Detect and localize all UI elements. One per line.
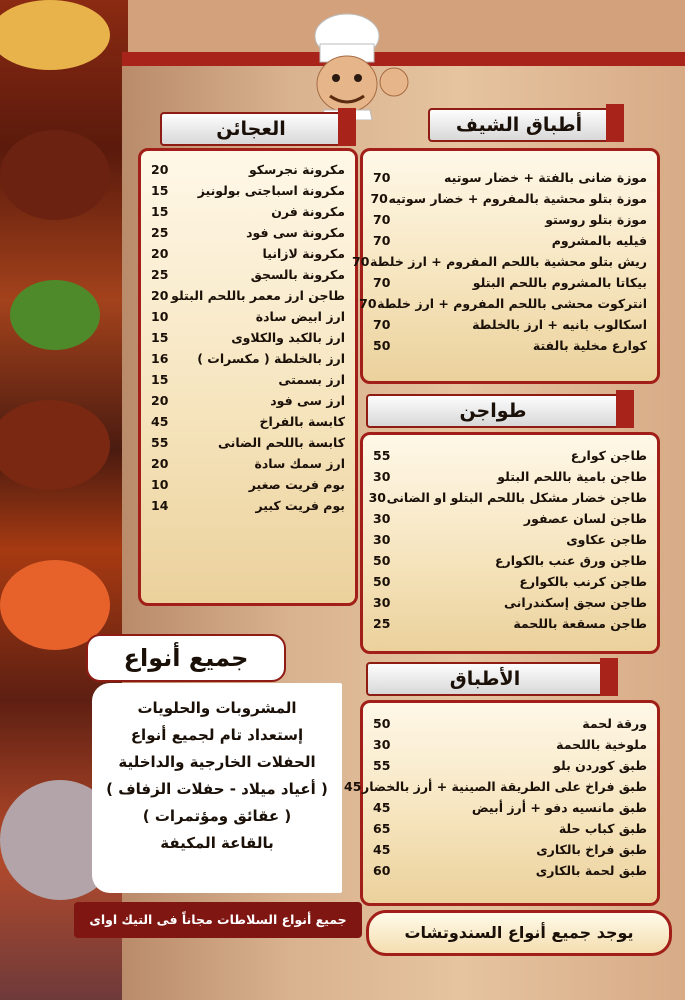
menu-item-price: 15	[151, 372, 169, 387]
menu-item-name: موزة ضانى بالفتة + خضار سوتيه	[444, 170, 647, 185]
menu-item-price: 15	[151, 330, 169, 345]
menu-item-price: 25	[151, 225, 169, 240]
chef-dish-item	[363, 314, 657, 335]
chef-dish-item	[363, 335, 657, 356]
chef-mascot-icon	[282, 12, 432, 120]
promo-line: ( أعياد ميلاد - حفلات الزفاف )	[106, 780, 328, 798]
chef-dish-item	[359, 293, 657, 314]
menu-item-name: طاجن ورق عنب بالكوارع	[494, 553, 647, 568]
tagine-item	[363, 592, 657, 613]
menu-item-price: 70	[373, 317, 391, 332]
dish-item	[363, 860, 657, 881]
menu-item-price: 55	[373, 448, 391, 463]
menu-item-name: ارز سى فود	[270, 393, 345, 408]
menu-item-price: 50	[373, 716, 391, 731]
dishes-panel	[344, 700, 660, 906]
menu-item-price: 30	[373, 469, 391, 484]
menu-item-name: طبق فراخ بالكارى	[536, 842, 647, 857]
pasta-item	[141, 390, 355, 411]
menu-item-name: طاجن مسقعة باللحمة	[513, 616, 647, 631]
chef-dish-item	[363, 167, 657, 188]
heading-tab	[616, 390, 634, 428]
pasta-item	[141, 243, 355, 264]
menu-item-name: طبق كباب حلة	[558, 821, 647, 836]
tagines-heading: طواجن	[366, 394, 620, 428]
tagine-item	[363, 529, 657, 550]
pasta-panel	[138, 148, 358, 606]
menu-item-price: 10	[151, 309, 169, 324]
menu-item-name: مكرونة بالسجق	[250, 267, 345, 282]
menu-item-name: كابسة بالفراخ	[259, 414, 345, 429]
menu-item-name: طاجن كوارع	[570, 448, 647, 463]
menu-item-name: مكرونة نجرسكو	[248, 162, 345, 177]
menu-item-price: 15	[151, 204, 169, 219]
dish-item	[363, 713, 657, 734]
menu-item-name: بيكاتا بالمشروم باللحم البتلو	[472, 275, 647, 290]
dish-item	[363, 734, 657, 755]
menu-item-price: 30	[373, 532, 391, 547]
menu-item-price: 45	[373, 842, 391, 857]
menu-item-name: ريش بتلو محشية باللحم المفروم + ارز خلطة	[370, 254, 647, 269]
menu-item-name: فيليه بالمشروم	[551, 233, 647, 248]
menu-item-price: 50	[373, 338, 391, 353]
dish-item	[344, 776, 657, 797]
pasta-item	[141, 306, 355, 327]
menu-item-name: ارز بالخلطة ( مكسرات )	[197, 351, 345, 366]
menu-item-price: 20	[151, 246, 169, 261]
menu-item-price: 70	[370, 191, 388, 206]
pasta-item	[141, 453, 355, 474]
menu-item-price: 16	[151, 351, 169, 366]
menu-item-name: مكرونة فرن	[271, 204, 345, 219]
menu-item-name: انتركوت محشى باللحم المفروم + ارز خلطة	[377, 296, 647, 311]
promo-title: جميع أنواع	[86, 634, 286, 682]
promo-line: المشروبات والحلويات	[137, 699, 297, 717]
pasta-item	[141, 474, 355, 495]
menu-item-price: 70	[373, 275, 391, 290]
menu-item-price: 45	[373, 800, 391, 815]
chef-dish-item	[363, 209, 657, 230]
tagine-item	[363, 571, 657, 592]
menu-item-price: 55	[151, 435, 169, 450]
tagine-item	[363, 445, 657, 466]
menu-item-price: 30	[368, 490, 386, 505]
menu-item-price: 45	[151, 414, 169, 429]
menu-item-name: اسكالوب بانيه + ارز بالخلطة	[472, 317, 647, 332]
menu-item-price: 30	[373, 737, 391, 752]
pasta-item	[141, 222, 355, 243]
menu-item-name: طاجن عكاوى	[566, 532, 647, 547]
menu-item-price: 60	[373, 863, 391, 878]
menu-item-name: كوارع مخلية بالفتة	[532, 338, 647, 353]
chef-dish-item	[363, 272, 657, 293]
tagine-item	[363, 487, 657, 508]
dish-item	[363, 755, 657, 776]
menu-item-name: ورقة لحمة	[582, 716, 647, 731]
menu-item-name: مكرونة لازانيا	[262, 246, 345, 261]
tagine-item	[363, 550, 657, 571]
menu-item-price: 30	[373, 511, 391, 526]
tagines-panel	[360, 432, 660, 654]
sandwich-note: يوجد جميع أنواع السندوتشات	[366, 910, 672, 956]
tagine-item	[363, 508, 657, 529]
menu-item-name: طبق فراخ على الطريقة الصينية + أرز بالخضار	[362, 779, 647, 794]
chef-dish-item	[363, 188, 657, 209]
menu-item-name: موزة بتلو محشية بالمفروم + خضار سوتيه	[388, 191, 647, 206]
menu-item-name: طبق كوردن بلو	[553, 758, 647, 773]
pasta-item	[141, 369, 355, 390]
pasta-item	[141, 327, 355, 348]
chef-dishes-heading: أطباق الشيف	[428, 108, 610, 142]
pasta-item	[141, 411, 355, 432]
menu-item-price: 20	[151, 162, 169, 177]
menu-item-price: 55	[373, 758, 391, 773]
menu-item-name: مكرونة سى فود	[246, 225, 345, 240]
menu-item-name: بوم فريت صغير	[248, 477, 345, 492]
promo-line: ( عقائق ومؤتمرات )	[142, 807, 292, 825]
salad-note: جميع أنواع السلاطات مجاناً فى التيك اواى	[74, 902, 362, 938]
menu-item-name: كابسة باللحم الضانى	[218, 435, 345, 450]
heading-tab	[338, 108, 356, 146]
pasta-item	[141, 495, 355, 516]
menu-item-price: 25	[373, 616, 391, 631]
chef-dish-item	[363, 230, 657, 251]
menu-item-name: ارز ابيض سادة	[255, 309, 345, 324]
menu-item-price: 20	[151, 393, 169, 408]
pasta-item	[141, 159, 355, 180]
menu-item-price: 20	[151, 456, 169, 471]
pasta-item	[141, 180, 355, 201]
menu-item-name: ارز سمك سادة	[254, 456, 345, 471]
menu-item-name: ملوخية باللحمة	[556, 737, 647, 752]
menu-item-price: 70	[359, 296, 377, 311]
menu-item-price: 70	[373, 233, 391, 248]
menu-item-name: مكرونة اسباجتى بولونيز	[197, 183, 345, 198]
menu-item-name: طاجن سجق إسكندرانى	[504, 595, 647, 610]
menu-item-price: 14	[151, 498, 169, 513]
promo-text-block	[92, 683, 342, 893]
pasta-item	[141, 201, 355, 222]
pasta-heading: العجائن	[160, 112, 342, 146]
menu-item-name: ارز بسمتى	[278, 372, 345, 387]
promo-line: بالقاعة المكيفة	[160, 834, 274, 852]
menu-item-name: ارز بالكبد والكلاوى	[231, 330, 345, 345]
dishes-heading: الأطباق	[366, 662, 604, 696]
pasta-item	[141, 432, 355, 453]
menu-item-price: 20	[151, 288, 169, 303]
menu-item-price: 15	[151, 183, 169, 198]
dish-item	[363, 839, 657, 860]
menu-item-price: 65	[373, 821, 391, 836]
tagine-item	[363, 466, 657, 487]
dish-item	[363, 797, 657, 818]
menu-item-price: 30	[373, 595, 391, 610]
menu-item-price: 25	[151, 267, 169, 282]
menu-item-name: بوم فريت كبير	[255, 498, 345, 513]
promo-line: إستعداد تام لجميع أنواع	[130, 726, 304, 744]
dish-item	[363, 818, 657, 839]
menu-item-price: 70	[373, 212, 391, 227]
tagine-item	[363, 613, 657, 634]
heading-tab	[600, 658, 618, 696]
menu-item-name: طاجن خضار مشكل باللحم البتلو او الضانى	[386, 490, 647, 505]
menu-item-price: 45	[344, 779, 362, 794]
menu-item-price: 50	[373, 574, 391, 589]
menu-item-name: طاجن لسان عصفور	[523, 511, 647, 526]
heading-tab	[606, 104, 624, 142]
pasta-item	[141, 264, 355, 285]
menu-item-price: 50	[373, 553, 391, 568]
chef-dishes-panel	[352, 148, 660, 384]
menu-item-name: طاجن بامية باللحم البتلو	[497, 469, 647, 484]
pasta-item	[141, 285, 355, 306]
menu-item-name: موزة بتلو روستو	[545, 212, 647, 227]
menu-item-name: طاجن كرنب بالكوارع	[519, 574, 647, 589]
promo-line: الحفلات الخارجية والداخلية	[118, 753, 316, 771]
menu-item-price: 10	[151, 477, 169, 492]
menu-item-name: طبق لحمة بالكارى	[535, 863, 647, 878]
menu-item-name: طاجن ارز معمر باللحم البتلو	[171, 288, 345, 303]
chef-dish-item	[352, 251, 657, 272]
menu-item-price: 70	[373, 170, 391, 185]
menu-item-price: 70	[352, 254, 370, 269]
menu-item-name: طبق مانسيه دفو + أرز أبيض	[471, 800, 647, 815]
pasta-item	[141, 348, 355, 369]
